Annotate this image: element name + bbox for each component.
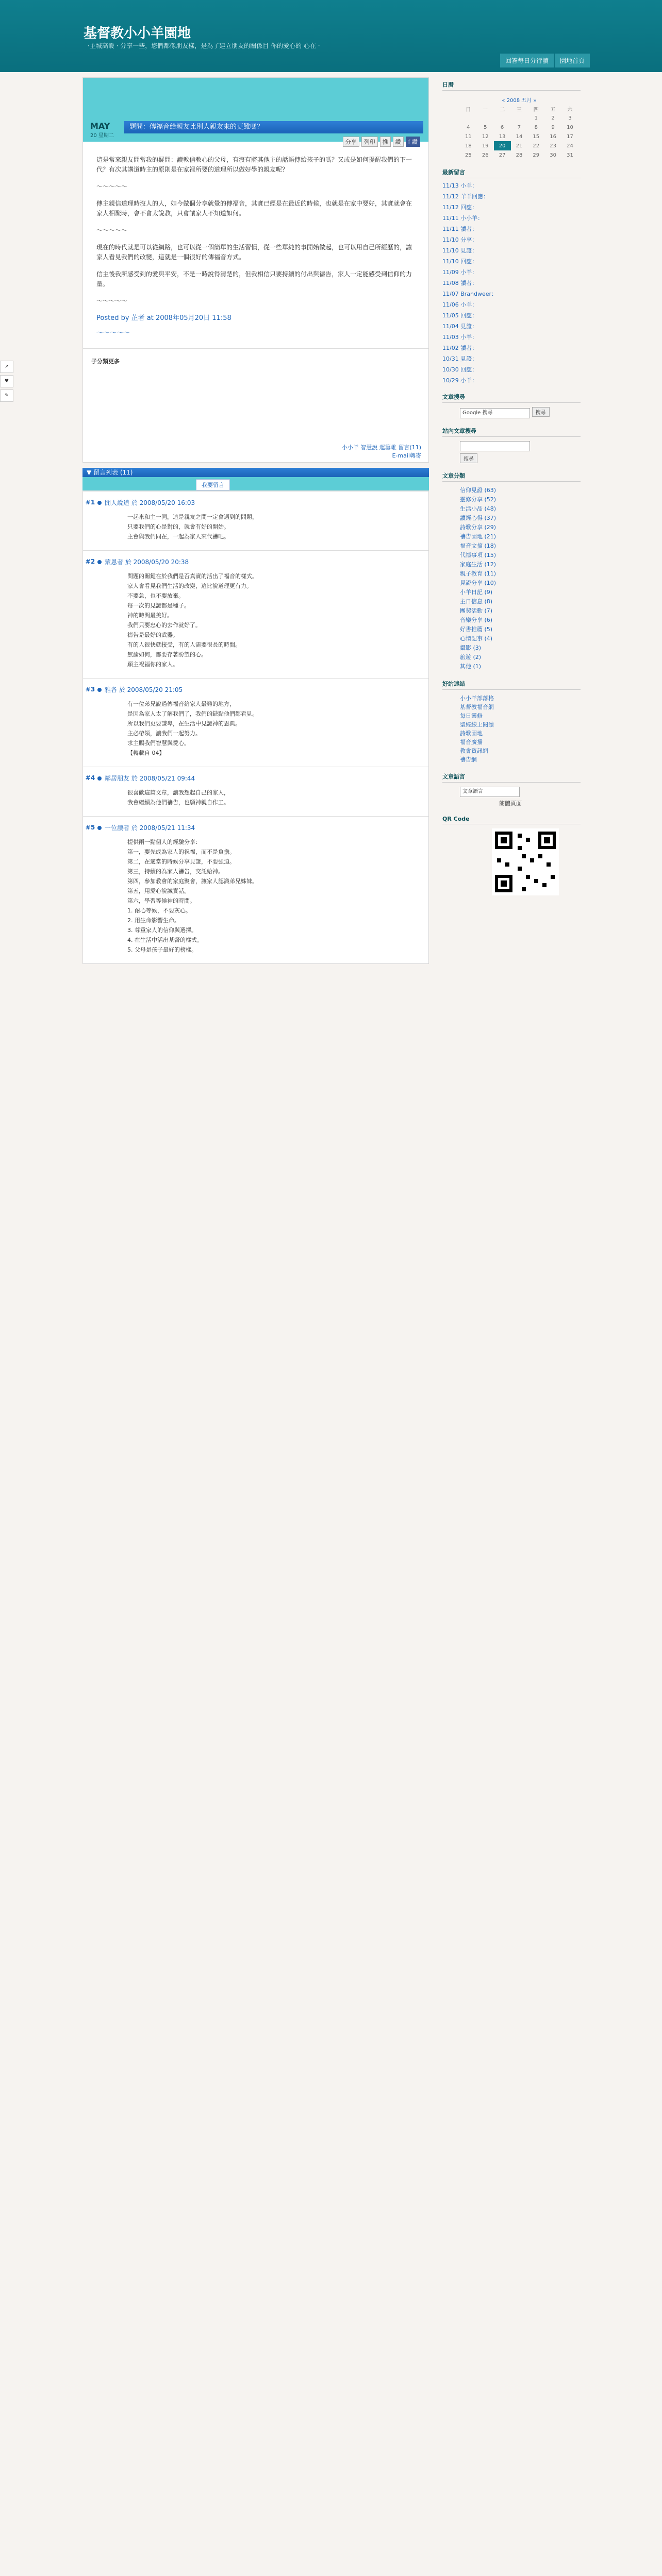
category-link[interactable]: 音樂分享 (6) bbox=[460, 617, 493, 623]
category-link[interactable]: 信仰見證 (63) bbox=[460, 487, 496, 494]
friend-site-link[interactable]: 詩歌園地 bbox=[460, 730, 483, 737]
comment-line: 家人會看見我們生活的改變，這比說道理更有力。 bbox=[127, 583, 252, 589]
comment-item bbox=[83, 491, 428, 550]
latest-comments-title: 最新留言 bbox=[442, 168, 581, 178]
calendar-weekday: 二 bbox=[500, 107, 505, 113]
category-link[interactable]: 小羊日記 (9) bbox=[460, 589, 493, 596]
post-category-box bbox=[83, 348, 428, 462]
latest-comment-link[interactable]: 11/11 讀者： bbox=[442, 226, 478, 232]
comment-line: 無論如何，都要存著盼望的心。 bbox=[127, 651, 207, 658]
comment-line: 不要急，也不要放棄。 bbox=[127, 592, 184, 599]
category-link[interactable]: 親子教育 (11) bbox=[460, 570, 496, 577]
share-icon[interactable]: ↗ bbox=[0, 361, 13, 373]
post-paragraph: ～～～～～ bbox=[96, 227, 128, 234]
calendar-empty bbox=[511, 113, 528, 123]
comment-item bbox=[83, 550, 428, 678]
like-button[interactable]: 讚 bbox=[393, 137, 404, 147]
latest-comment-link[interactable]: 11/04 見證： bbox=[442, 323, 478, 330]
calendar-day[interactable]: 21 bbox=[516, 143, 523, 149]
calendar-day[interactable]: 28 bbox=[516, 152, 523, 158]
calendar-day[interactable]: 11 bbox=[465, 133, 472, 140]
share-toolbar bbox=[343, 137, 420, 147]
calendar-day[interactable]: 8 bbox=[534, 124, 538, 130]
site-search-title: 站內文章搜尋 bbox=[442, 427, 581, 437]
calendar-day[interactable]: 9 bbox=[551, 124, 555, 130]
calendar-empty bbox=[477, 113, 494, 123]
calendar-day[interactable]: 1 bbox=[534, 115, 538, 121]
nav-item-admin[interactable]: 回答每日分行讀 bbox=[500, 54, 554, 67]
comment-line: 一起來和主一同，這是親友之間一定會遇到的問題， bbox=[127, 514, 258, 520]
calendar-title: 日曆 bbox=[442, 80, 581, 91]
calendar-weekday: 四 bbox=[533, 107, 539, 113]
calendar-day[interactable]: 13 bbox=[499, 133, 506, 140]
user-icon bbox=[97, 501, 102, 505]
site-subtitle: ·主城高設 · 分享一些，您們都像朋友樣，是為了建立朋友的關係目 你的愛心的 心在 · bbox=[88, 42, 320, 49]
post-paragraph: ～～～～～ bbox=[96, 297, 128, 304]
user-icon bbox=[97, 688, 102, 692]
post-container bbox=[82, 77, 429, 463]
latest-comment-link[interactable]: 11/11 小小羊： bbox=[442, 215, 484, 222]
comment-line: 只要我們的心是對的，就會有好的開始。 bbox=[127, 523, 229, 530]
comment-line: 第五，用愛心說誠實話。 bbox=[127, 888, 190, 894]
google-search-input[interactable]: Google 搜尋 bbox=[460, 408, 530, 418]
post-header bbox=[83, 85, 428, 145]
calendar-day[interactable]: 26 bbox=[482, 152, 489, 158]
categories-list bbox=[442, 486, 581, 671]
latest-comment-link[interactable]: 11/09 小羊： bbox=[442, 269, 478, 276]
site-search-input[interactable] bbox=[460, 441, 530, 451]
main-column bbox=[82, 72, 429, 964]
comment-line: 是因為家人太了解我們了，我們的缺點他們都看見。 bbox=[127, 710, 258, 717]
calendar-day[interactable]: 12 bbox=[482, 133, 489, 140]
friend-site-link[interactable]: 基督教福音網 bbox=[460, 704, 494, 710]
category-link[interactable]: 禱告園地 (21) bbox=[460, 533, 496, 540]
category-label[interactable]: 子分類更多 bbox=[91, 358, 120, 365]
post-meta-links[interactable]: 小小羊 智慧說 運籌帷 留言(11) bbox=[341, 444, 421, 451]
comment-number: #2 bbox=[85, 558, 95, 565]
friend-site-link[interactable]: 教會資訊網 bbox=[460, 748, 488, 754]
calendar-day[interactable]: 4 bbox=[467, 124, 470, 130]
sidebar bbox=[442, 72, 581, 895]
user-icon bbox=[97, 776, 102, 781]
calendar-day[interactable]: 7 bbox=[517, 124, 521, 130]
qr-title: QR Code bbox=[442, 816, 581, 824]
latest-comment-link[interactable]: 11/13 小羊： bbox=[442, 182, 478, 189]
category-link[interactable]: 讀經心得 (37) bbox=[460, 515, 496, 521]
links-list bbox=[442, 694, 581, 764]
calendar-weekday: 六 bbox=[567, 107, 573, 113]
comment-author[interactable]: 閒人說道 於 2008/05/20 16:03 bbox=[97, 499, 420, 507]
calendar-day[interactable]: 29 bbox=[533, 152, 540, 158]
friend-site-link[interactable]: 禱告網 bbox=[460, 756, 477, 763]
comment-line: 所以我們更要謙卑，在生活中見證神的恩典。 bbox=[127, 720, 241, 727]
comment-author[interactable]: 鄰居朋友 於 2008/05/21 09:44 bbox=[97, 774, 420, 783]
calendar-day[interactable]: 2 bbox=[551, 115, 555, 121]
share-button[interactable]: 分享 bbox=[343, 137, 359, 147]
latest-comments-list bbox=[442, 182, 581, 384]
latest-comment-link[interactable]: 11/12 回應： bbox=[442, 204, 478, 211]
email-forward-link[interactable]: E-mail轉寄 bbox=[392, 452, 421, 459]
comment-line: 每一次的見證都是種子。 bbox=[127, 602, 190, 609]
comment-author[interactable]: 蒙恩者 於 2008/05/20 20:38 bbox=[97, 558, 420, 567]
category-link[interactable]: 心情記事 (4) bbox=[460, 635, 493, 642]
comment-number: #3 bbox=[85, 686, 95, 693]
category-link[interactable]: 靈修分享 (52) bbox=[460, 496, 496, 503]
comment-line: 主必帶領，讓我們一起努力。 bbox=[127, 730, 201, 737]
category-link[interactable]: 生活小品 (48) bbox=[460, 505, 496, 512]
post-meta bbox=[342, 444, 421, 460]
post-paragraph: 傳主親信道理時沒人的人，如今做個分享就覺的傳福音，其實已經是在最近的時候，也就是在家中要好，其實就會在家人相聚時，會不會太說教，只會讓家人不知道如何。 bbox=[96, 200, 412, 217]
comment-line: 求主賜我們智慧與愛心。 bbox=[127, 740, 190, 747]
comment-line: 2. 用生命影響生命。 bbox=[127, 917, 180, 924]
calendar-empty bbox=[460, 113, 477, 123]
calendar-day[interactable]: 31 bbox=[567, 152, 573, 158]
comment-icon[interactable]: ✎ bbox=[0, 389, 13, 402]
calendar-day[interactable]: 19 bbox=[482, 143, 489, 149]
latest-comment-link[interactable]: 11/07 Brandweer： bbox=[442, 291, 498, 297]
latest-comment-link[interactable]: 10/31 見證： bbox=[442, 355, 478, 362]
calendar-weekday: 一 bbox=[483, 107, 488, 113]
latest-comment-link[interactable]: 11/08 讀者： bbox=[442, 280, 478, 286]
category-link[interactable]: 詩歌分享 (29) bbox=[460, 524, 496, 531]
comment-line: 願主祝福你的家人。 bbox=[127, 661, 178, 668]
comment-line: 神的時間最美好。 bbox=[127, 612, 173, 619]
comment-line: 有一位弟兄說過傳福音給家人最難的地方， bbox=[127, 701, 235, 707]
nav-item-home[interactable]: 園地首頁 bbox=[555, 54, 590, 67]
language-button[interactable]: 簡體頁面 bbox=[499, 800, 522, 807]
calendar-day[interactable]: 22 bbox=[533, 143, 540, 149]
post-body bbox=[83, 142, 428, 348]
category-link[interactable]: 其他 (1) bbox=[460, 663, 482, 670]
calendar-day[interactable]: 20 bbox=[494, 141, 511, 150]
category-link[interactable]: 福音文摘 (18) bbox=[460, 543, 496, 549]
comment-line: 【轉載自 04】 bbox=[127, 750, 165, 756]
friend-site-link[interactable]: 小小羊部落格 bbox=[460, 695, 494, 702]
comment-line: 1. 耐心等候，不要灰心。 bbox=[127, 907, 191, 914]
calendar-weekday: 日 bbox=[466, 107, 471, 113]
language-title: 文章語言 bbox=[442, 772, 581, 783]
floating-share-bar bbox=[0, 361, 12, 404]
post-paragraph: 信主後我所感受到的愛與平安，不是一時說得清楚的，但我相信只要持續的付出與禱告，家人一定能感受到信仰的力量。 bbox=[96, 270, 412, 287]
friend-site-link[interactable]: 聖經線上閱讀 bbox=[460, 721, 494, 728]
comment-number: #1 bbox=[85, 499, 95, 506]
category-link[interactable]: 見證分享 (10) bbox=[460, 580, 496, 586]
comments-list bbox=[82, 490, 429, 964]
google-search-button[interactable]: 搜尋 bbox=[532, 407, 550, 417]
comment-author[interactable]: 一位讀者 於 2008/05/21 11:34 bbox=[97, 824, 420, 833]
like-icon[interactable]: ♥ bbox=[0, 375, 13, 387]
calendar-weekday: 三 bbox=[516, 107, 522, 113]
category-link[interactable]: 代禱事項 (15) bbox=[460, 552, 496, 558]
calendar-day[interactable]: 18 bbox=[465, 143, 472, 149]
comment-item bbox=[83, 816, 428, 963]
latest-comment-link[interactable]: 11/10 分享： bbox=[442, 236, 478, 243]
calendar-weekday: 五 bbox=[550, 107, 556, 113]
post-paragraph: 現在的時代就是可以從網路，也可以從一個簡單的生活習慣，從一些單純的事開始做起，也可以用自己所經歷的，讓家人看見我們的改變，這就是一個很好的傳福音方式。 bbox=[96, 244, 412, 261]
comment-line: 有的人很快就接受，有的人需要很長的時間。 bbox=[127, 641, 241, 648]
facebook-like-button[interactable]: f 讚 bbox=[406, 137, 420, 147]
comment-line: 第六，學習等候神的時間。 bbox=[127, 897, 195, 904]
post-paragraph: 這是常來親友問當我的疑問：讀教信教心的父母，有沒有將其他主的話語傳給孩子的嗎？又或是如何提醒我們的下一代？有次其講道時主的原則是在家裡所要的道理所以做好學的親友呢？ bbox=[96, 156, 412, 173]
post-paragraph: ～～～～～ bbox=[96, 183, 128, 190]
category-link[interactable]: 主日信息 (8) bbox=[460, 598, 493, 605]
print-button[interactable]: 列印 bbox=[361, 137, 378, 147]
calendar-empty bbox=[494, 113, 511, 123]
latest-comment-link[interactable]: 10/29 小羊： bbox=[442, 377, 478, 384]
search-title: 文章搜尋 bbox=[442, 393, 581, 403]
comment-line: 4. 在生活中活出基督的樣式。 bbox=[127, 937, 203, 943]
categories-title: 文章分類 bbox=[442, 471, 581, 482]
comment-text bbox=[97, 788, 420, 807]
comment-text bbox=[97, 572, 420, 669]
site-search-button[interactable]: 搜尋 bbox=[460, 453, 477, 463]
category-link[interactable]: 家庭生活 (12) bbox=[460, 561, 496, 568]
comment-item bbox=[83, 767, 428, 816]
comment-text bbox=[97, 513, 420, 541]
comment-line: 提供兩一點個人的經驗分享： bbox=[127, 839, 201, 845]
latest-comment-link[interactable]: 11/03 小羊： bbox=[442, 334, 478, 341]
post-date bbox=[90, 121, 121, 139]
post-title[interactable]: 題問：傳福音給親友比別人親友來的更難嗎？ bbox=[124, 121, 423, 133]
post-footer-separator: ～～～～～ bbox=[96, 329, 130, 337]
comment-line: 主會與我們同在，一起為家人來代禱吧。 bbox=[127, 533, 229, 540]
friend-site-link[interactable]: 每日靈修 bbox=[460, 713, 483, 719]
comment-line: 很喜歡這篇文章，讓我想起自己的家人， bbox=[127, 789, 229, 796]
site-title[interactable]: 基督教小小羊園地 bbox=[84, 26, 191, 41]
google-search bbox=[460, 407, 581, 418]
latest-comment-link[interactable]: 11/02 讀者： bbox=[442, 345, 478, 351]
calendar-day[interactable]: 30 bbox=[550, 152, 556, 158]
post-footer: Posted by 芷者 at 2008年05月20日 11:58 bbox=[96, 314, 231, 322]
latest-comment-link[interactable]: 11/10 見證： bbox=[442, 247, 478, 254]
comment-line: 第三，持續的為家人禱告，交託給神。 bbox=[127, 868, 224, 875]
calendar-day[interactable]: 3 bbox=[568, 115, 572, 121]
calendar-day[interactable]: 15 bbox=[533, 133, 540, 140]
calendar-day[interactable]: 14 bbox=[516, 133, 523, 140]
qr-code-image bbox=[492, 828, 559, 895]
header-nav bbox=[500, 54, 590, 67]
comment-number: #5 bbox=[85, 824, 95, 831]
calendar-day[interactable]: 6 bbox=[500, 124, 504, 130]
user-icon bbox=[97, 560, 102, 564]
comment-item bbox=[83, 678, 428, 767]
calendar-day[interactable]: 17 bbox=[567, 133, 573, 140]
post-topbar bbox=[83, 78, 428, 85]
site-header bbox=[0, 0, 662, 72]
calendar bbox=[460, 95, 578, 160]
comment-line: 問題的關鍵在於我們是否真實的活出了福音的樣式。 bbox=[127, 573, 258, 580]
friend-site-link[interactable]: 福音廣播 bbox=[460, 739, 483, 745]
latest-comment-link[interactable]: 11/12 羊羊回應： bbox=[442, 193, 489, 200]
comment-line: 禱告是最好的武器。 bbox=[127, 632, 178, 638]
calendar-day[interactable]: 10 bbox=[567, 124, 573, 130]
user-icon bbox=[97, 826, 102, 830]
leave-comment-button[interactable]: 我要留言 bbox=[196, 479, 230, 490]
language-select[interactable]: 文章語言 bbox=[460, 787, 520, 797]
comment-text bbox=[97, 838, 420, 954]
calendar-day[interactable]: 27 bbox=[499, 152, 506, 158]
category-link[interactable]: 旅遊 (2) bbox=[460, 654, 482, 660]
links-title: 好站連結 bbox=[442, 680, 581, 690]
comment-line: 第二，在適當的時候分享見證，不要強迫。 bbox=[127, 858, 235, 865]
calendar-day[interactable]: 23 bbox=[550, 143, 556, 149]
calendar-day[interactable]: 16 bbox=[550, 133, 556, 140]
comment-author[interactable]: 雅各 於 2008/05/20 21:05 bbox=[97, 686, 420, 694]
comment-line: 我們只要忠心的去作就好了。 bbox=[127, 622, 201, 629]
calendar-day[interactable]: 24 bbox=[567, 143, 573, 149]
post-month: MAY bbox=[90, 121, 110, 131]
push-button[interactable]: 推 bbox=[380, 137, 391, 147]
latest-comment-link[interactable]: 10/30 回應： bbox=[442, 366, 478, 373]
latest-comment-link[interactable]: 11/10 回應： bbox=[442, 258, 478, 265]
comment-number: #4 bbox=[85, 774, 95, 782]
calendar-day[interactable]: 25 bbox=[465, 152, 472, 158]
comment-line: 3. 尊重家人的信仰與選擇。 bbox=[127, 927, 197, 934]
comment-line: 5. 父母是孩子最好的榜樣。 bbox=[127, 946, 197, 953]
comments-header[interactable]: ▼ 留言列表 (11) bbox=[82, 468, 429, 477]
latest-comment-link[interactable]: 11/05 回應： bbox=[442, 312, 478, 319]
category-link[interactable]: 好書推薦 (5) bbox=[460, 626, 493, 633]
comment-line: 我會繼續為他們禱告，也願神親自作工。 bbox=[127, 799, 229, 806]
comments-action-row bbox=[82, 477, 429, 490]
category-link[interactable]: 團契活動 (7) bbox=[460, 607, 493, 614]
category-link[interactable]: 攝影 (3) bbox=[460, 645, 482, 651]
comment-text bbox=[97, 700, 420, 757]
calendar-caption[interactable]: « 2008 五月 » bbox=[502, 97, 537, 104]
post-day: 20 星期二 bbox=[90, 133, 114, 139]
calendar-day[interactable]: 5 bbox=[484, 124, 487, 130]
comment-line: 第一，要先成為家人的祝福，而不是負擔。 bbox=[127, 849, 235, 855]
comment-line: 第四，參加教會的家庭聚會，讓家人認識弟兄姊妹。 bbox=[127, 878, 258, 885]
latest-comment-link[interactable]: 11/06 小羊： bbox=[442, 301, 478, 308]
